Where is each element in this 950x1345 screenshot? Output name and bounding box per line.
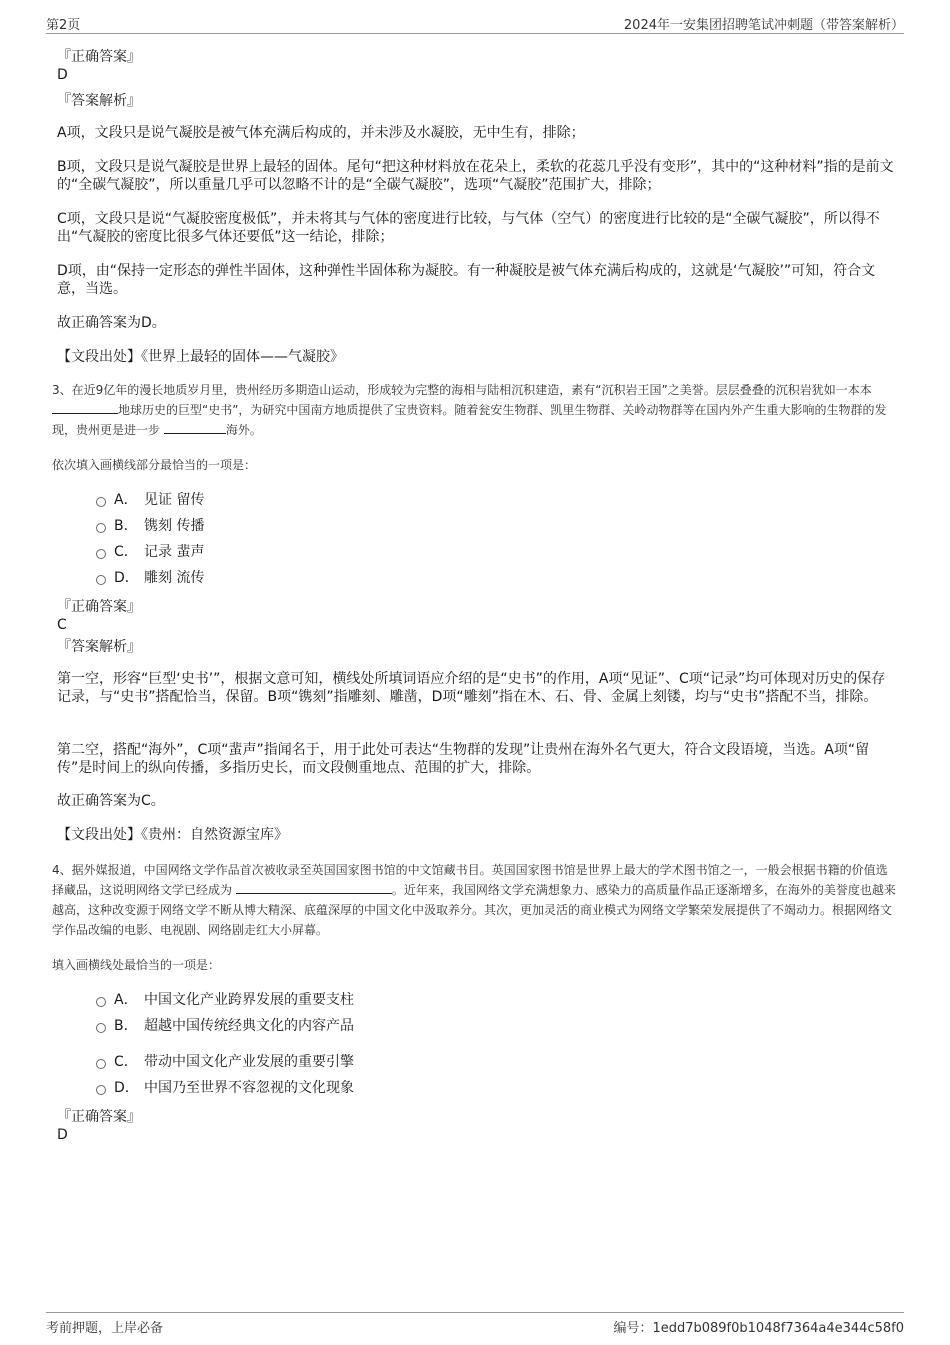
question-prompt: 依次填入画横线部分最恰当的一项是：	[52, 458, 257, 472]
question-text: 地球历史的巨型“史书”，为研究中国南方地质提供了宝贵资料。随着瓮安生物群、凯里生物群、关岭动物群等在国内外产生重大影响的生物群的发现，贵州更是进一步	[52, 403, 887, 437]
radio-button[interactable]	[96, 1023, 106, 1033]
fill-blank	[52, 400, 118, 414]
option-letter: B．	[114, 1018, 138, 1034]
option-text: 带动中国文化产业发展的重要引擎	[144, 1054, 354, 1070]
question-text: 3、在近9亿年的漫长地质岁月里，贵州经历多期造山运动，形成较为完整的海相与陆相沉积建造，素有“沉积岩王国”之美誉。层层叠叠的沉积岩犹如一本本	[52, 383, 872, 397]
option-a[interactable]	[96, 990, 354, 1010]
analysis-conclusion: 故正确答案为D。	[57, 315, 166, 331]
fill-blank	[164, 420, 226, 434]
correct-answer-value: D	[57, 1127, 68, 1143]
source-title: 《贵州：自然资源宝库》	[141, 827, 288, 843]
source-line	[57, 348, 897, 366]
option-text: 中国乃至世界不容忽视的文化现象	[144, 1080, 354, 1096]
analysis-paragraph: A项，文段只是说气凝胶是被气体充满后构成的，并未涉及水凝胶，无中生有，排除；	[57, 125, 585, 141]
analysis-paragraph: C项，文段只是说“气凝胶密度极低”，并未将其与气体的密度进行比较，与气体（空气）的密度进行比较的是“全碳气凝胶”，所以得不出“气凝胶的密度比很多气体还要低”这一结论，排除；	[57, 211, 880, 245]
correct-answer-label: 『正确答案』	[57, 1109, 141, 1125]
option-c[interactable]	[96, 542, 204, 562]
analysis-conclusion: 故正确答案为C。	[57, 793, 165, 809]
analysis-paragraph: D项，由“保持一定形态的弹性半固体，这种弹性半固体称为凝胶。有一种凝胶是被气体充满后构成的，这就是‘气凝胶’”可知，符合文意，当选。	[57, 263, 876, 297]
radio-button[interactable]	[96, 523, 106, 533]
question-text: 4、据外媒报道，中国网络文学作品首次被收录至英国国家图书馆的中文馆藏书目。英国国家图书馆是世界上最大的学术图书馆之一，一般会根据书籍的价值选择藏品，这说明网络文学已经成为	[52, 863, 888, 897]
question-prompt: 填入画横线处最恰当的一项是：	[52, 958, 221, 972]
analysis-label: 『答案解析』	[57, 93, 141, 109]
source-line	[57, 826, 897, 844]
option-a[interactable]	[96, 490, 204, 510]
source-label: 【文段出处】	[57, 349, 141, 365]
option-c[interactable]	[96, 1052, 354, 1072]
source-label: 【文段出处】	[57, 827, 141, 843]
option-letter: A．	[114, 992, 138, 1008]
option-b[interactable]	[96, 516, 204, 536]
correct-answer-label: 『正确答案』	[57, 49, 141, 65]
radio-button[interactable]	[96, 575, 106, 585]
option-letter: C．	[114, 544, 138, 560]
analysis-paragraph: 第一空，形容“巨型‘史书’”，根据文意可知，横线处所填词语应介绍的是“史书”的作用，A项“见证”、C项“记录”均可体现对历史的保存记录，与“史书”搭配恰当，保留。B项“镌刻”指雕刻、雕凿，D项“雕刻”指在木、石、骨、金属上刻镂，均与“史书”搭配不当，排除。	[57, 671, 886, 705]
option-text: 雕刻 流传	[144, 570, 205, 586]
footer-slogan: 考前押题，上岸必备	[46, 1321, 164, 1336]
question-stem	[52, 860, 897, 940]
radio-button[interactable]	[96, 1059, 106, 1069]
option-d[interactable]	[96, 1078, 354, 1098]
radio-button[interactable]	[96, 497, 106, 507]
option-b[interactable]	[96, 1016, 354, 1036]
page-header	[46, 12, 904, 34]
page-number: 第2页	[46, 18, 81, 33]
option-letter: D．	[114, 1080, 139, 1096]
page-footer	[46, 1312, 904, 1336]
option-text: 见证 留传	[144, 492, 205, 508]
option-letter: D．	[114, 570, 139, 586]
option-d[interactable]	[96, 568, 204, 588]
document-title: 2024年一安集团招聘笔试冲刺题（带答案解析）	[623, 18, 904, 33]
analysis-label: 『答案解析』	[57, 639, 141, 655]
question-text: 海外。	[225, 423, 262, 437]
correct-answer-label: 『正确答案』	[57, 599, 141, 615]
analysis-paragraph: 第二空，搭配“海外”，C项“蜚声”指闻名于，用于此处可表达“生物群的发现”让贵州在海外名气更大，符合文段语境，当选。A项“留传”是时间上的纵向传播，多指历史长，而文段侧重地点、范围的扩大，排除。	[57, 742, 870, 776]
option-text: 超越中国传统经典文化的内容产品	[144, 1018, 354, 1034]
option-text: 中国文化产业跨界发展的重要支柱	[144, 992, 354, 1008]
radio-button[interactable]	[96, 997, 106, 1007]
correct-answer-value: C	[57, 617, 67, 633]
document-code: 编号：1edd7b089f0b1048f7364a4e344c58f0	[613, 1321, 904, 1336]
option-text: 记录 蜚声	[144, 544, 205, 560]
option-letter: B．	[114, 518, 138, 534]
option-text: 镌刻 传播	[144, 518, 205, 534]
radio-button[interactable]	[96, 549, 106, 559]
question-stem	[52, 380, 897, 440]
source-title: 《世界上最轻的固体——气凝胶》	[141, 349, 344, 365]
question-text: 。近年来，我国网络文学充满想象力、感染力的高质量作品正逐渐增多，在海外的美誉度也越来越高，这种改变源于网络文学不断从博大精深、底蕴深厚的中国文化中汲取养分。其次，更加灵活的商业模式为网络文学繁荣发展提供了不竭动力。根据网络文学作品改编的电影、电视剧、网络剧走红大小屏幕。	[52, 883, 896, 937]
correct-answer-value: D	[57, 67, 68, 83]
analysis-paragraph: B项，文段只是说气凝胶是世界上最轻的固体。尾句“把这种材料放在花朵上，柔软的花蕊几乎没有变形”，其中的“这种材料”指的是前文的“全碳气凝胶”，所以重量几乎可以忽略不计的是“全碳气凝胶”，选项“气凝胶”范围扩大，排除；	[57, 159, 894, 193]
radio-button[interactable]	[96, 1085, 106, 1095]
fill-blank	[236, 880, 392, 894]
option-letter: C．	[114, 1054, 138, 1070]
option-letter: A．	[114, 492, 138, 508]
